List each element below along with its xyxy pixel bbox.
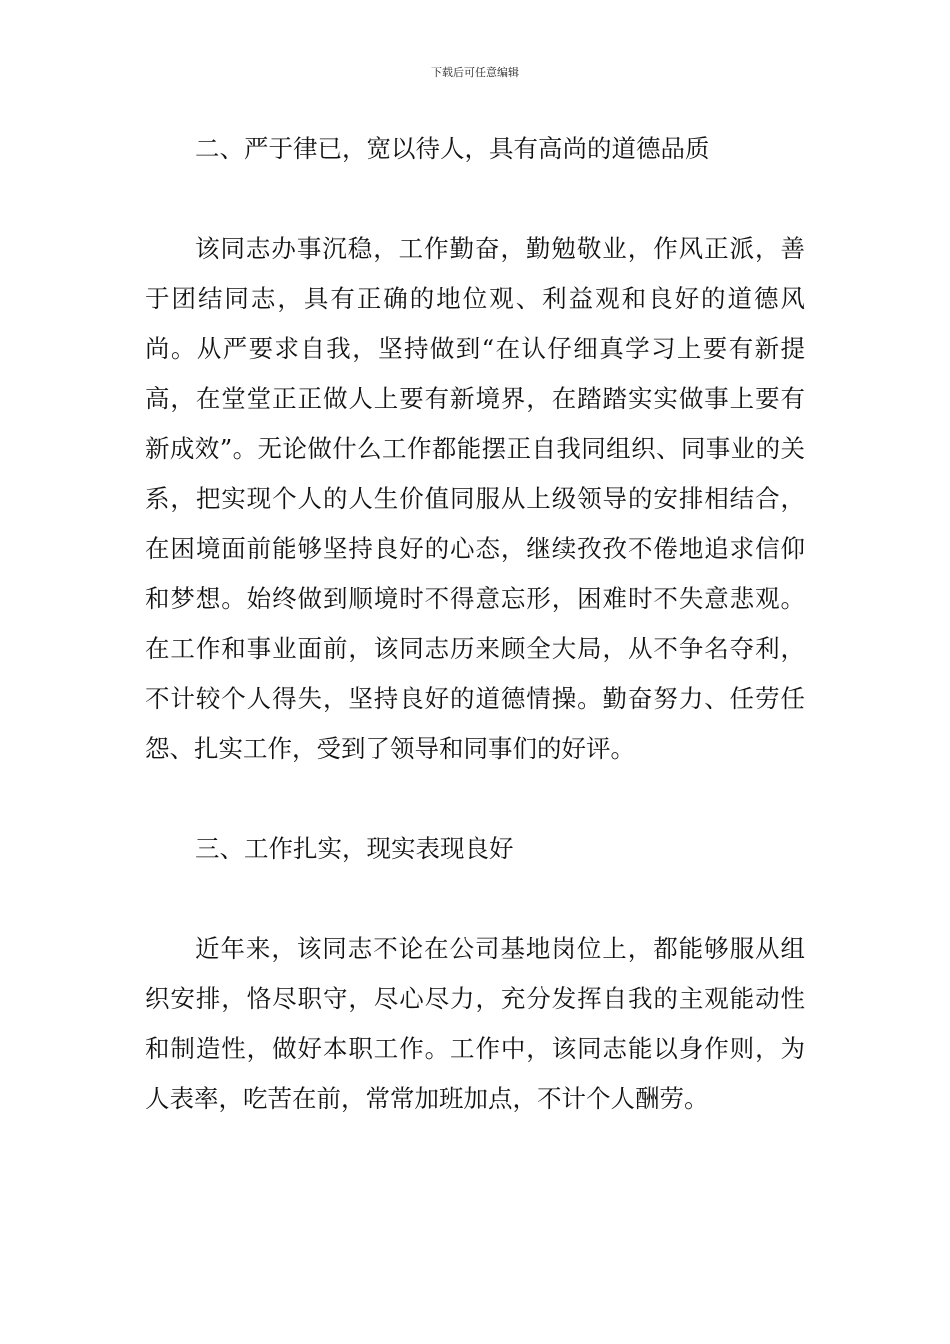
page-header-note: 下载后可任意编辑: [431, 66, 519, 79]
section-heading-three: 三、工作扎实，现实表现良好: [195, 834, 514, 863]
section-paragraph-two: 该同志办事沉稳，工作勤奋，勤勉敬业，作风正派，善于团结同志，具有正确的地位观、利益观和良好的道德风尚。从严要求自我，坚持做到“在认仔细真学习上要有新提高，在堂堂正正做人上要有新境界，在踏踏实实做事上要有新成效”。无论做什么工作都能摆正自我同组织、同事业的关系，把实现个人的人生价值同服从上级领导的安排相结合，在困境面前能够坚持良好的心态，继续孜孜不倦地追求信仰和梦想。始终做到顺境时不得意忘形，困难时不失意悲观。在工作和事业面前，该同志历来顾全大局，从不争名夺利，不计较个人得失，坚持良好的道德情操。勤奋努力、任劳任怨、扎实工作，受到了领导和同事们的好评。: [145, 234, 805, 763]
section-heading-two: 二、严于律已，宽以待人，具有高尚的道德品质: [195, 134, 710, 163]
document-body: [145, 124, 805, 1124]
section-paragraph-three: 近年来，该同志不论在公司基地岗位上，都能够服从组织安排，恪尽职守，尽心尽力，充分发挥自我的主观能动性和制造性，做好本职工作。工作中，该同志能以身作则，为人表率，吃苦在前，常常加班加点，不计个人酬劳。: [145, 934, 805, 1113]
